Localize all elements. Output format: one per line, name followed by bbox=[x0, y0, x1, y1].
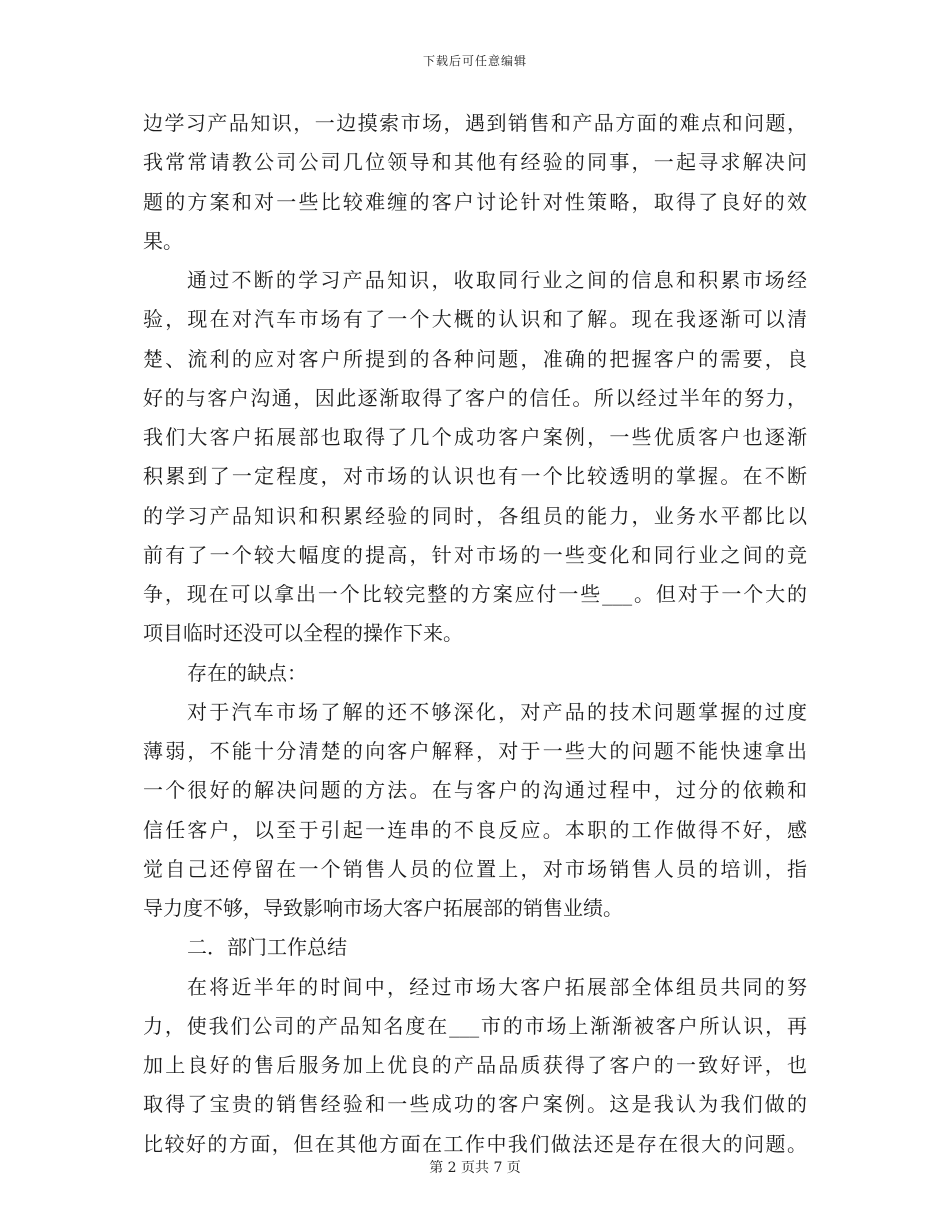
text-line: 一个很好的解决问题的方法。在与客户的沟通过程中，过分的依赖和 bbox=[143, 778, 807, 803]
text-line: 存在的缺点： bbox=[187, 660, 307, 685]
text-line: 导力度不够，导致影响市场大客户拓展部的销售业绩。 bbox=[143, 896, 623, 920]
text-line: 二．部门工作总结 bbox=[187, 935, 347, 960]
text-line: 通过不断的学习产品知识，收取同行业之间的信息和积累市场经 bbox=[187, 268, 807, 292]
text-line: 的学习产品知识和积累经验的同时，各组员的能力，业务水平都比以 bbox=[143, 503, 807, 528]
text-line: 楚、流利的应对客户所提到的各种问题，准确的把握客户的需要，良 bbox=[143, 346, 807, 371]
text-line: 好的与客户沟通，因此逐渐取得了客户的信任。所以经过半年的努力， bbox=[143, 385, 807, 410]
text-line: 薄弱，不能十分清楚的向客户解释，对于一些大的问题不能快速拿出 bbox=[143, 739, 807, 763]
text-line: 取得了宝贵的销售经验和一些成功的客户案例。这是我认为我们做的 bbox=[143, 1092, 807, 1117]
text-line: 果。 bbox=[143, 228, 183, 253]
text-line: 对于汽车市场了解的还不够深化，对产品的技术问题掌握的过度 bbox=[187, 699, 807, 724]
document-body bbox=[143, 104, 807, 1164]
text-line: 边学习产品知识，一边摸索市场，遇到销售和产品方面的难点和问题， bbox=[143, 111, 807, 135]
text-line: 力，使我们公司的产品知名度在___市的市场上渐渐被客户所认识，再 bbox=[143, 1013, 807, 1038]
text-line: 验，现在对汽车市场有了一个大概的认识和了解。现在我逐渐可以清 bbox=[143, 307, 807, 332]
text-line: 争，现在可以拿出一个比较完整的方案应付一些___。但对于一个大的 bbox=[143, 582, 807, 606]
text-line: 在将近半年的时间中，经过市场大客户拓展部全体组员共同的努 bbox=[187, 974, 807, 999]
page-header: 下载后可任意编辑 bbox=[422, 54, 527, 68]
text-line: 我常常请教公司公司几位领导和其他有经验的同事，一起寻求解决问 bbox=[143, 150, 807, 175]
text-line: 前有了一个较大幅度的提高，针对市场的一些变化和同行业之间的竞 bbox=[143, 542, 807, 567]
text-line: 我们大客户拓展部也取得了几个成功客户案例，一些优质客户也逐渐 bbox=[143, 425, 807, 449]
text-line: 比较好的方面，但在其他方面在工作中我们做法还是存在很大的问题。 bbox=[143, 1131, 807, 1156]
page-footer: 第 2 页共 7 页 bbox=[429, 1160, 521, 1176]
text-line: 加上良好的售后服务加上优良的产品品质获得了客户的一致好评，也 bbox=[143, 1053, 807, 1077]
text-line: 题的方案和对一些比较难缠的客户讨论针对性策略，取得了良好的效 bbox=[143, 189, 807, 214]
text-line: 觉自己还停留在一个销售人员的位置上，对市场销售人员的培训，指 bbox=[143, 856, 807, 881]
text-line: 积累到了一定程度，对市场的认识也有一个比较透明的掌握。在不断 bbox=[143, 464, 807, 489]
text-line: 信任客户，以至于引起一连串的不良反应。本职的工作做得不好，感 bbox=[143, 817, 807, 842]
text-line: 项目临时还没可以全程的操作下来。 bbox=[143, 621, 463, 646]
